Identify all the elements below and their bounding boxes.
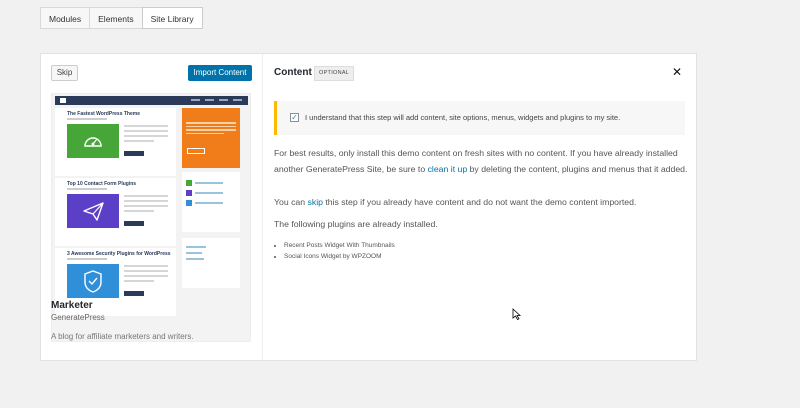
- skip-link[interactable]: skip: [307, 197, 323, 207]
- preview-post-title: Top 10 Contact Form Plugins: [67, 181, 137, 187]
- preview-post-image: [67, 264, 119, 298]
- preview-post-card: [55, 108, 176, 176]
- plugins-heading: The following plugins are already installed.: [274, 219, 438, 229]
- skip-button[interactable]: Skip: [51, 65, 78, 81]
- plugin-item: • Social Icons Widget by WPZOOM: [284, 251, 395, 262]
- confirm-label: I understand that this step will add content, site options, menus, widgets and plugins to my site.: [305, 113, 621, 122]
- site-sidebar: [41, 54, 263, 360]
- optional-badge: OPTIONAL: [314, 66, 354, 81]
- tab-site-library[interactable]: Site Library: [142, 7, 203, 29]
- content-step: [263, 54, 696, 360]
- shield-check-icon: [67, 264, 119, 298]
- plugin-item: • Recent Posts Widget With Thumbnails: [284, 240, 395, 251]
- preview-recent-posts-widget: [182, 172, 240, 232]
- preview-post-card: [55, 178, 176, 246]
- paper-plane-icon: [67, 194, 119, 228]
- site-author: GeneratePress: [51, 313, 105, 322]
- step-title: Content: [274, 67, 312, 78]
- site-name: Marketer: [51, 300, 93, 311]
- preview-logo: [60, 98, 66, 103]
- tab-modules[interactable]: Modules: [40, 7, 90, 29]
- tab-elements[interactable]: Elements: [89, 7, 142, 29]
- site-import-panel: [40, 53, 697, 361]
- site-description: A blog for affiliate marketers and writers.: [51, 332, 194, 341]
- clean-it-up-link[interactable]: clean it up: [427, 163, 468, 174]
- preview-post-title: 3 Awesome Security Plugins for WordPress: [67, 251, 171, 257]
- preview-post-title: The Fastest WordPress Theme: [67, 111, 140, 117]
- info-paragraph: For best results, only install this demo content on fresh sites with no content. If you have already installed another GeneratePress Site, be sure to clean it up by deleting the content, plugins and menus that it added.: [274, 148, 688, 174]
- mouse-cursor-icon: [512, 308, 521, 320]
- close-icon[interactable]: ✕: [671, 65, 682, 79]
- confirm-checkbox[interactable]: ✓: [291, 113, 298, 122]
- confirmation-notice: [274, 101, 685, 135]
- preview-navbar: [55, 96, 248, 105]
- tab-bar: [40, 7, 202, 29]
- installed-plugins-list: [274, 240, 395, 262]
- preview-follow-widget: [182, 238, 240, 288]
- speedometer-icon: [67, 124, 119, 158]
- import-content-button[interactable]: Import Content: [188, 65, 252, 81]
- preview-post-image: [67, 124, 119, 158]
- preview-post-image: [67, 194, 119, 228]
- skip-paragraph: You can skip this step if you already have content and do not want the demo content imported.: [274, 197, 637, 207]
- preview-promo-box: [182, 108, 240, 168]
